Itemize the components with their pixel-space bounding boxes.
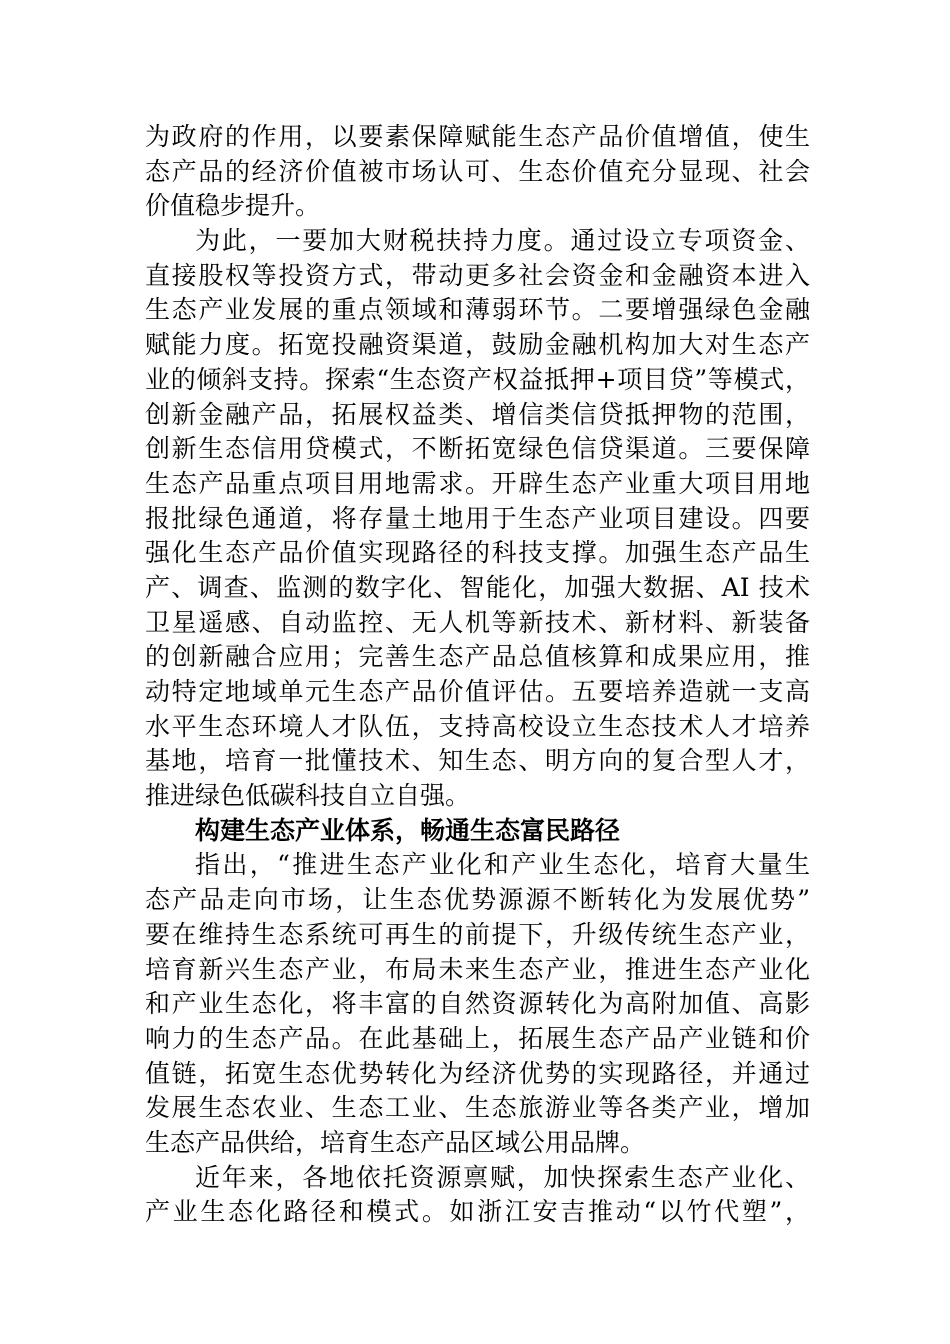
paragraph-line: 赋能力度。拓宽投融资渠道，鼓励金融机构加大对生态产 [145, 330, 810, 360]
paragraph-line: 值链，拓宽生态优势转化为经济优势的实现路径，并通过 [145, 1058, 810, 1088]
paragraph-line: 强化生态产品价值实现路径的科技支撑。加强生态产品生 [145, 538, 810, 568]
paragraph-line: 发展生态农业、生态工业、生态旅游业等各类产业，增加 [145, 1093, 810, 1123]
paragraph-line: 为此，一要加大财税扶持力度。通过设立专项资金、 [195, 226, 810, 256]
paragraph-line: 产业生态化路径和模式。如浙江安吉推动“以竹代塑”， [145, 1197, 810, 1227]
paragraph-line: 产、调查、监测的数字化、智能化，加强大数据、AI 技术 [145, 572, 810, 602]
section-heading: 构建生态产业体系，畅通生态富民路径 [195, 815, 621, 845]
paragraph-line: 的创新融合应用；完善生态产品总值核算和成果应用，推 [145, 642, 810, 672]
document-body [145, 120, 810, 1230]
paragraph-line: 指出，“推进生态产业化和产业生态化，培育大量生 [195, 850, 810, 880]
paragraph-line: 近年来，各地依托资源禀赋，加快探索生态产业化、 [195, 1162, 810, 1192]
paragraph-line: 创新金融产品，拓展权益类、增信类信贷抵押物的范围， [145, 399, 810, 429]
paragraph-line: 报批绿色通道，将存量土地用于生态产业项目建设。四要 [145, 503, 810, 533]
paragraph-line: 响力的生态产品。在此基础上，拓展生态产品产业链和价 [145, 1023, 810, 1053]
paragraph-line: 直接股权等投资方式，带动更多社会资金和金融资本进入 [145, 260, 810, 290]
paragraph-line: 业的倾斜支持。探索“生态资产权益抵押+项目贷”等模式， [145, 364, 810, 394]
paragraph-line: 要在维持生态系统可再生的前提下，升级传统生态产业， [145, 919, 810, 949]
paragraph-line: 生态产品重点项目用地需求。开辟生态产业重大项目用地 [145, 468, 810, 498]
paragraph-line: 和产业生态化，将丰富的自然资源转化为高附加值、高影 [145, 989, 810, 1019]
paragraph-line: 创新生态信用贷模式，不断拓宽绿色信贷渠道。三要保障 [145, 434, 810, 464]
paragraph-line: 基地，培育一批懂技术、知生态、明方向的复合型人才， [145, 746, 810, 776]
paragraph-line: 推进绿色低碳科技自立自强。 [145, 781, 471, 811]
paragraph-line: 为政府的作用，以要素保障赋能生态产品价值增值，使生 [145, 122, 810, 151]
paragraph-line: 卫星遥感、自动监控、无人机等新技术、新材料、新装备 [145, 607, 810, 637]
paragraph-line: 水平生态环境人才队伍，支持高校设立生态技术人才培养 [145, 711, 810, 741]
paragraph-line: 态产品走向市场，让生态优势源源不断转化为发展优势” [145, 885, 810, 915]
paragraph-line: 生态产品供给，培育生态产品区域公用品牌。 [145, 1127, 646, 1157]
paragraph-line: 培育新兴生态产业，布局未来生态产业，推进生态产业化 [145, 954, 810, 984]
paragraph-line: 价值稳步提升。 [145, 191, 321, 221]
paragraph-line: 生态产业发展的重点领域和薄弱环节。二要增强绿色金融 [145, 295, 810, 325]
paragraph-line: 动特定地域单元生态产品价值评估。五要培养造就一支高 [145, 677, 810, 706]
paragraph-line: 态产品的经济价值被市场认可、生态价值充分显现、社会 [145, 156, 810, 186]
